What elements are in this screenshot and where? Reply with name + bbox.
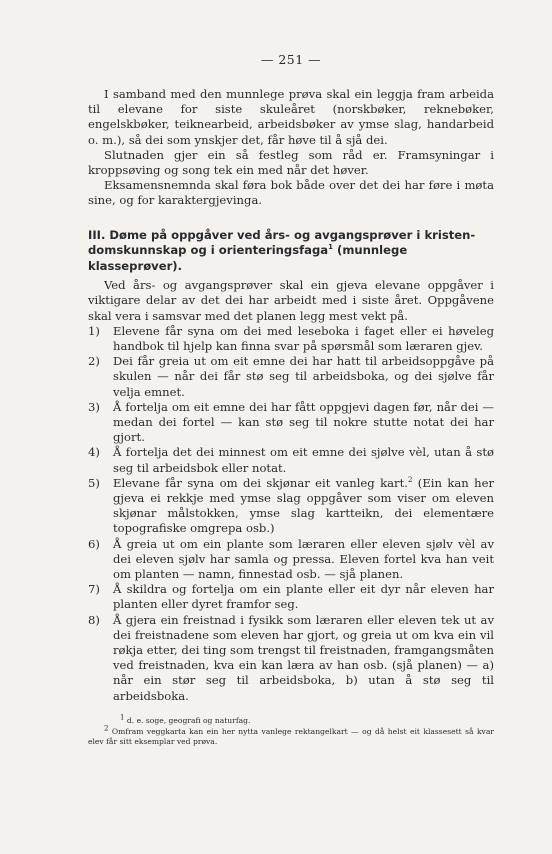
list-item — [88, 537, 494, 583]
section-intro: Ved års- og avgangsprøver skal ein gjeva elevane oppgåver i viktigare delar av det dei har arbeidt med i siste året. Oppgåvene skal vera i samsvar med det planen legg mest vekt på. — [88, 278, 494, 323]
footnote-2 — [88, 723, 494, 748]
section-heading-tail: (munnlege klasseprøver). — [88, 243, 408, 273]
footnote-1 — [88, 713, 494, 727]
item-text-continued: (Ein kan her gjeva ei rekkje med ymse slag oppgåver som viser om eleven skjønar målstokken, ymse slag kartteikn, dei elementære topografiske omgrepa osb.) — [113, 475, 494, 536]
item-number: 2) — [88, 354, 100, 369]
list-item — [88, 400, 494, 446]
item-text: Elevane får syna om dei skjønar eit vanleg kart. — [113, 475, 408, 490]
task-list — [88, 324, 494, 704]
paragraph-closing: Slutnaden gjer ein så festleg som råd er. Framsyningar i kroppsøving og song tek ein med når det høver. — [88, 147, 494, 178]
footnote-number: 2 — [104, 723, 109, 732]
item-text: Dei får greia ut om eit emne dei har hatt til arbeidsoppgåve på skulen — når dei får stø seg til arbeidsboka, og dei sjølve får velja emnet. — [113, 354, 494, 399]
paragraph-exam-committee: Eksamensnemnda skal føra bok både over det dei har føre i møta sine, og for karaktergjevinga. — [88, 178, 494, 208]
section-heading — [88, 228, 494, 275]
list-item — [88, 445, 494, 475]
item-number: 3) — [88, 399, 100, 414]
item-text: Å fortelja det dei minnest om eit emne dei sjølve vèl, utan å stø seg til arbeidsbok eller notat. — [113, 445, 494, 475]
paragraph-exam-work: I samband med den munnlege prøva skal ein leggja fram arbeida til elevane for siste skuleåret (norskbøker, reknebøker, engelskbøker, teiknearbeid, arbeidsbøker av ymse slag, handarbeid o. m.), så dei som ynskjer det, får høve til å sjå dei. — [88, 87, 494, 147]
footnote-text: d. e. soge, geografi og naturfag. — [126, 716, 251, 725]
item-text: Å gjera ein freistnad i fysikk som læraren eller eleven tek ut av dei freistnadene som eleven har gjort, og greia ut om kva ein vil røkja etter, dei ting som trengst til freistnaden, framgangsmåten ved freistnaden, kva ein kan læra av han osb. (sjå planen) — a) når ein stør seg til arbeidsboka, b) utan å stø seg til arbeidsboka. — [113, 612, 494, 703]
item-number: 6) — [88, 536, 100, 551]
list-item — [88, 354, 494, 400]
item-number: 1) — [88, 323, 100, 338]
item-text: Å fortelja om eit emne dei har fått oppgjevi dagen før, når dei — medan dei fortel — kan stø seg til nokre stutte notat dei har gjort. — [113, 399, 494, 445]
item-number: 8) — [88, 612, 100, 627]
item-text: Å greia ut om ein plante som læraren eller eleven sjølv vèl av dei eleven sjølv har samla og pressa. Eleven fortel kva han veit om planten — namn, finnestad osb. — sjå planen. — [113, 536, 494, 581]
footnotes — [88, 713, 494, 748]
footnote-number: 1 — [120, 713, 125, 722]
item-number: 4) — [88, 445, 100, 460]
item-text: Elevene får syna om dei med leseboka i faget eller ei høveleg handbok til hjelp kan finna svar på spørsmål som læraren gjev. — [113, 323, 494, 353]
item-number: 7) — [88, 582, 100, 597]
item-number: 5) — [88, 475, 100, 490]
list-item — [88, 582, 494, 612]
list-item — [88, 613, 494, 704]
footnote-marker: 1 — [328, 243, 333, 252]
section-heading-main: III. Døme på oppgåver ved års- og avgangsprøver i kristendomskunnskap og i orienteringsfaga — [88, 227, 476, 258]
page-number: — 251 — — [260, 52, 322, 67]
footnote-text: Omfram veggkarta kan ein her nytta vanlege rektangelkart — og då helst eit klassesett så kvar elev får sitt eksemplar ved prøva. — [88, 726, 494, 746]
footnote-marker: 2 — [407, 475, 413, 484]
list-item — [88, 476, 494, 537]
list-item — [88, 324, 494, 354]
item-text: Å skildra og fortelja om ein plante eller eit dyr når eleven har planten eller dyret framfor seg. — [113, 582, 494, 612]
